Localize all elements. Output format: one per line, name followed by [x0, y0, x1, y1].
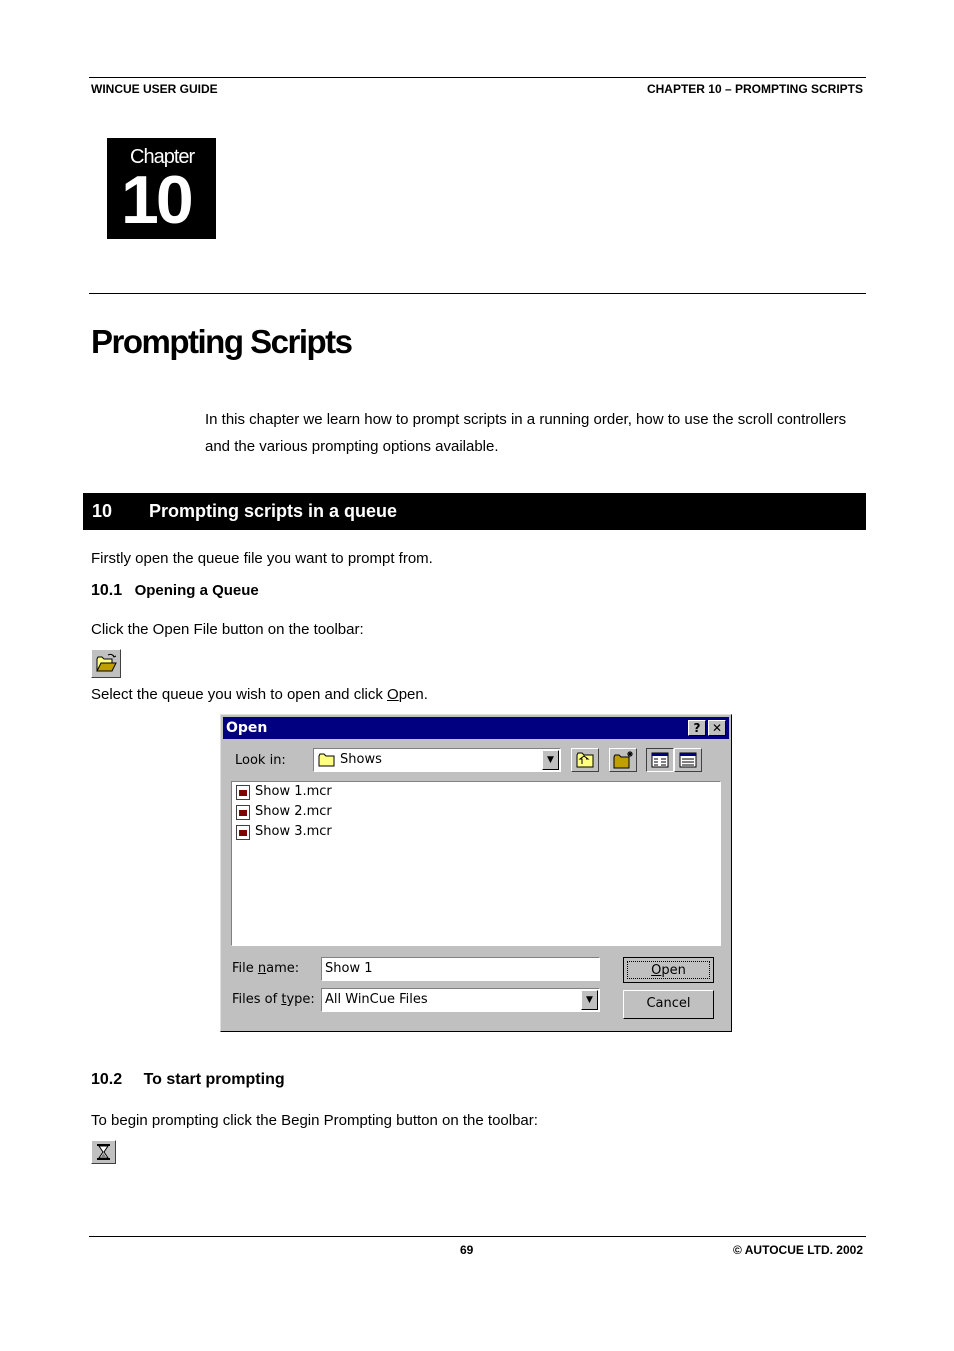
page-number: 69: [460, 1243, 474, 1257]
chapter-word: Chapter: [130, 146, 195, 168]
subsection-2-title: To start prompting: [143, 1071, 285, 1088]
file-name-label: File name:: [232, 961, 300, 976]
title-rule: [89, 293, 866, 294]
close-button[interactable]: ✕: [708, 720, 726, 736]
folder-icon: [318, 753, 336, 767]
period: .: [423, 686, 428, 703]
script-file-icon: [236, 805, 250, 820]
list-view-icon: [647, 749, 673, 771]
subsection-1-title: Opening a Queue: [134, 582, 259, 599]
help-button[interactable]: ?: [688, 720, 706, 736]
open-button-mnemonic: O: [651, 963, 662, 978]
section-lead: Firstly open the queue file you want to prompt from.: [91, 550, 433, 567]
section-number: 10: [92, 501, 113, 521]
subsection-1-number: 10.1: [91, 582, 123, 599]
details-view-button[interactable]: [674, 748, 702, 772]
open-folder-icon: [92, 650, 120, 677]
script-file-icon: [236, 825, 250, 840]
file-list[interactable]: [231, 781, 721, 946]
open-mnemonic: O: [387, 686, 399, 703]
new-folder-icon: [610, 749, 636, 771]
open-button[interactable]: [623, 957, 714, 983]
up-folder-icon: [572, 749, 598, 771]
file-name: Show 2.mcr: [255, 804, 332, 819]
look-in-label: Look in:: [235, 753, 286, 768]
open-word-rest: pen: [398, 686, 424, 703]
select-queue-instruction: [91, 686, 428, 703]
hourglass-icon: [92, 1141, 115, 1163]
files-of-type-label: Files of type:: [232, 992, 315, 1007]
section-title: Prompting scripts in a queue: [149, 501, 398, 521]
file-name: Show 3.mcr: [255, 824, 332, 839]
file-name: Show 1.mcr: [255, 784, 332, 799]
subsection-1-heading: [91, 582, 259, 600]
file-name-field[interactable]: [321, 957, 600, 981]
look-in-value: Shows: [340, 752, 382, 767]
details-view-icon: [675, 749, 701, 771]
subsection-2-number: 10.2: [91, 1071, 123, 1088]
header-left: WINCUE USER GUIDE: [91, 82, 218, 96]
open-button-label-rest: pen: [661, 963, 686, 978]
open-button-focus: [627, 961, 710, 979]
copyright: © AUTOCUE LTD. 2002: [733, 1243, 863, 1257]
select-queue-text: Select the queue you wish to open and click: [91, 686, 388, 703]
dialog-title-bar[interactable]: [223, 717, 729, 739]
look-in-dropdown[interactable]: [313, 748, 561, 772]
list-view-button[interactable]: [646, 748, 674, 772]
page-title: Prompting Scripts: [91, 323, 352, 360]
begin-prompting-instruction: To begin prompting click the Begin Prompting button on the toolbar:: [91, 1112, 538, 1129]
cancel-button[interactable]: Cancel: [623, 990, 714, 1019]
section-heading-bar: [83, 493, 866, 530]
script-file-icon: [236, 785, 250, 800]
new-folder-button[interactable]: [609, 748, 637, 772]
file-name-value: Show 1: [325, 961, 373, 976]
open-file-instruction: Click the Open File button on the toolbar:: [91, 621, 364, 638]
files-of-type-arrow[interactable]: ▼: [581, 990, 598, 1010]
subsection-2-heading: [91, 1071, 285, 1089]
chapter-number: 10: [121, 162, 191, 238]
header-right: CHAPTER 10 – PROMPTING SCRIPTS: [646, 82, 863, 96]
up-one-level-button[interactable]: [571, 748, 599, 772]
footer-rule: [89, 1236, 866, 1237]
open-dialog: [220, 714, 732, 1032]
chapter-box: [107, 138, 216, 239]
files-of-type-dropdown[interactable]: [321, 988, 600, 1012]
files-of-type-value: All WinCue Files: [325, 992, 428, 1007]
look-in-arrow[interactable]: ▼: [542, 750, 559, 770]
header-rule: [89, 77, 866, 78]
begin-prompting-toolbar-button[interactable]: [91, 1140, 116, 1164]
dialog-title: Open: [226, 720, 268, 736]
intro-paragraph: In this chapter we learn how to prompt scripts in a running order, how to use the scroll controllers and the various prompting options available.: [205, 411, 847, 455]
open-file-toolbar-button[interactable]: [91, 649, 121, 678]
